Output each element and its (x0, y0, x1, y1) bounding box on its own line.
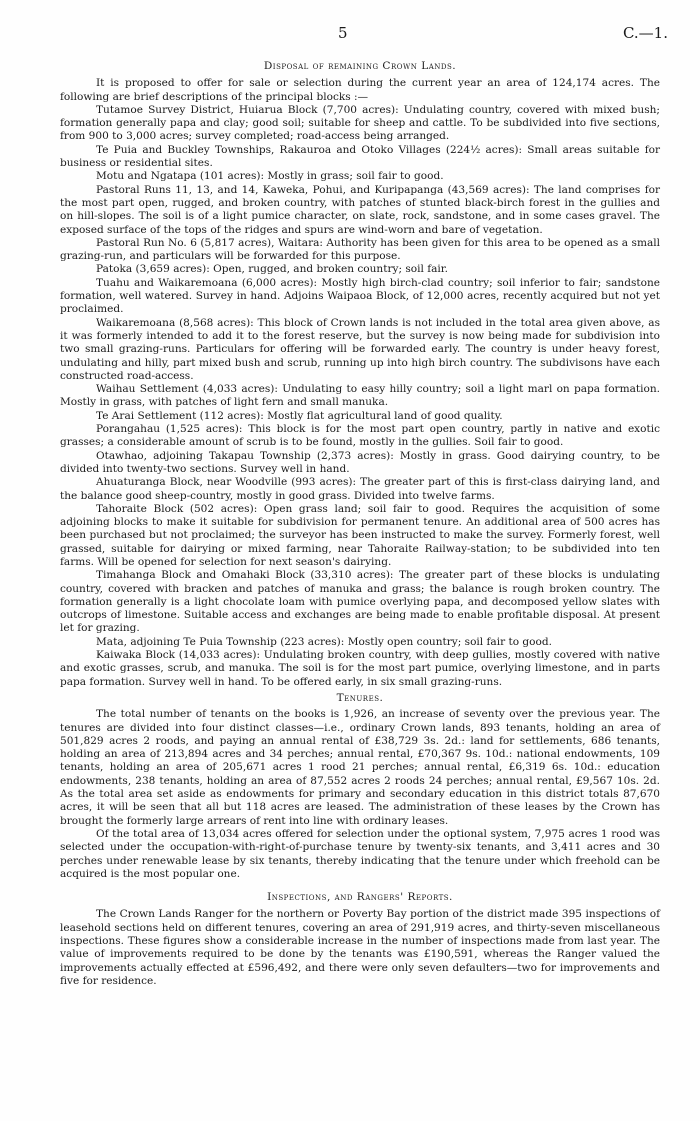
paragraph: The Crown Lands Ranger for the northern or Poverty Bay portion of the district made 395 inspections of leasehold sections held on different tenures, covering an area of 291,919 acres, and thirty-seven miscellaneous inspections. These figures show a considerable increase in the number of inspections made from last year. The value of improvements required to be done by the tenants was £190,591, whereas the Ranger valued the improvements actually effected at £596,492, and there were only seven defaulters—two for improvements and five for residence. (60, 908, 660, 987)
paragraph: Tuahu and Waikaremoana (6,000 acres): Mostly high birch-clad country; soil inferior to fair; sandstone formation, well watered. Survey in hand. Adjoins Waipaoa Block, of 12,000 acres, recently acquired but not yet proclaimed. (60, 276, 660, 316)
paragraph: Waikaremoana (8,568 acres): This block of Crown lands is not included in the total area given above, as it was formerly intended to add it to the forest reserve, but the survey is now being made for subdivision into two small grazing-runs. Particulars for offering will be forwarded early. The country is under heavy forest, undulating and hilly, part mixed bush and scrub, running up into high birch country. The subdivisons have each constructed road-access. (60, 316, 660, 382)
paragraph: Tutamoe Survey District, Huiarua Block (7,700 acres): Undulating country, covered with mixed bush; formation generally papa and clay; good soil; suitable for sheep and cattle. To be subdivided into five sections, from 900 to 3,000 acres; survey completed; road-access being arranged. (60, 103, 660, 143)
paragraph: Tahoraite Block (502 acres): Open grass land; soil fair to good. Requires the acquisition of some adjoining blocks to make it suitable for subdivision for permanent tenure. An additional area of 500 acres has been purchased but not proclaimed; the surveyor has been instructed to make the survey. Formerly forest, well grassed, suitable for dairying or mixed farming, near Tahoraite Railway-station; to be subdivided into ten farms. Will be opened for selection for next season's dairying. (60, 502, 660, 568)
paragraph: Kaiwaka Block (14,033 acres): Undulating broken country, with deep gullies, mostly covered with native and exotic grasses, scrub, and manuka. The soil is for the most part pumice, overlying limestone, and in parts papa formation. Survey well in hand. To be offered early, in six small grazing-runs. (60, 649, 660, 688)
paragraph: The total number of tenants on the books is 1,926, an increase of seventy over the previous year. The tenures are divided into four distinct classes—i.e., ordinary Crown lands, 893 tenants, holding an area of 501,829 acres 2 roods, and paying an annual rental of £38,729 3s. 2d.: land for settlements, 686 tenants, holding an area of 213,894 acres and 34 perches; annual rental, £70,367 9s. 10d.: national endowments, 109 tenants, holding an area of 205,671 acres 1 rood 21 perches; annual rental, £6,319 6s. 10d.: education endowments, 238 tenants, holding an area of 87,552 acres 2 roods 24 perches; annual rental, £9,567 10s. 2d. As the total area set aside as endowments for primary and secondary education in this district totals 87,670 acres, it will be seen that all but 118 acres are leased. The administration of these leases by the Crown has brought the formerly large arrears of rent into line with ordinary leases. (60, 708, 660, 827)
document-body (60, 60, 660, 988)
paragraph: Patoka (3,659 acres): Open, rugged, and broken country; soil fair. (96, 263, 449, 276)
document-reference: C.—1. (622, 24, 668, 42)
paragraph: Te Arai Settlement (112 acres): Mostly flat agricultural land of good quality. (96, 409, 503, 422)
paragraph: Ahuaturanga Block, near Woodville (993 acres): The greater part of this is first-class dairying land, and the balance good sheep-country, mostly in good grass. Divided into twelve farms. (60, 476, 660, 502)
paragraph: Of the total area of 13,034 acres offered for selection under the optional system, 7,975 acres 1 rood was selected under the occupation-with-right-of-purchase tenure by twenty-six tenants, and 3,411 acres and 30 perches under renewable lease by six tenants, thereby indicating that the tenure under which freehold can be acquired is the most popular one. (60, 827, 660, 880)
section-heading-disposal: Disposal of remaining Crown Lands. (263, 60, 457, 72)
paragraph: Pastoral Run No. 6 (5,817 acres), Waitara: Authority has been given for this area to be opened as a small grazing-run, and particulars will be forwarded for this purpose. (60, 236, 660, 263)
paragraph: Mata, adjoining Te Puia Township (223 acres): Mostly open country; soil fair to good. (96, 635, 552, 648)
paragraph: Waihau Settlement (4,033 acres): Undulating to easy hilly country; soil a light marl on papa formation. Mostly in grass, with patches of light fern and small manuka. (60, 383, 660, 409)
section-heading-inspections: Inspections, and Rangers' Reports. (267, 891, 453, 904)
paragraph: Otawhao, adjoining Takapau Township (2,373 acres): Mostly in grass. Good dairying country, to be divided into twenty-two sections. Survey well in hand. (60, 449, 660, 475)
paragraph: Porangahau (1,525 acres): This block is for the most part open country, partly in native and exotic grasses; a considerable amount of scrub is to be found, mostly in the gullies. Soil fair to good. (60, 423, 660, 449)
paragraph: Te Puia and Buckley Townships, Rakauroa and Otoko Villages (224½ acres): Small areas suitable for business or residential sites. (60, 143, 660, 170)
paragraph: It is proposed to offer for sale or selection during the current year an area of 124,174 acres. The following are brief descriptions of the principal blocks :— (60, 77, 660, 103)
paragraph: Timahanga Block and Omahaki Block (33,310 acres): The greater part of these blocks is undulating country, covered with bracken and patches of manuka and grass; the balance is rough broken country. The formation generally is a light chocolate loam with pumice overlying papa, and decomposed yellow slates with outcrops of limestone. Suitable access and exchanges are being made to enable profitable disposal. At present let for grazing. (60, 569, 660, 635)
page-number: 5 (338, 24, 348, 42)
paragraph: Motu and Ngatapa (101 acres): Mostly in grass; soil fair to good. (96, 170, 444, 183)
section-heading-tenures: Tenures. (336, 691, 384, 704)
paragraph: Pastoral Runs 11, 13, and 14, Kaweka, Pohui, and Kuripapanga (43,569 acres): The land comprises for the most part open, rugged, and broken country, with patches of stunted black-birch forest in the gullies and on hill-slopes. The soil is of a light pumice character, on slate, rock, sandstone, and in some cases gravel. The exposed surface of the tops of the ridges and spurs are wind-worn and bare of vegetation. (60, 183, 660, 236)
